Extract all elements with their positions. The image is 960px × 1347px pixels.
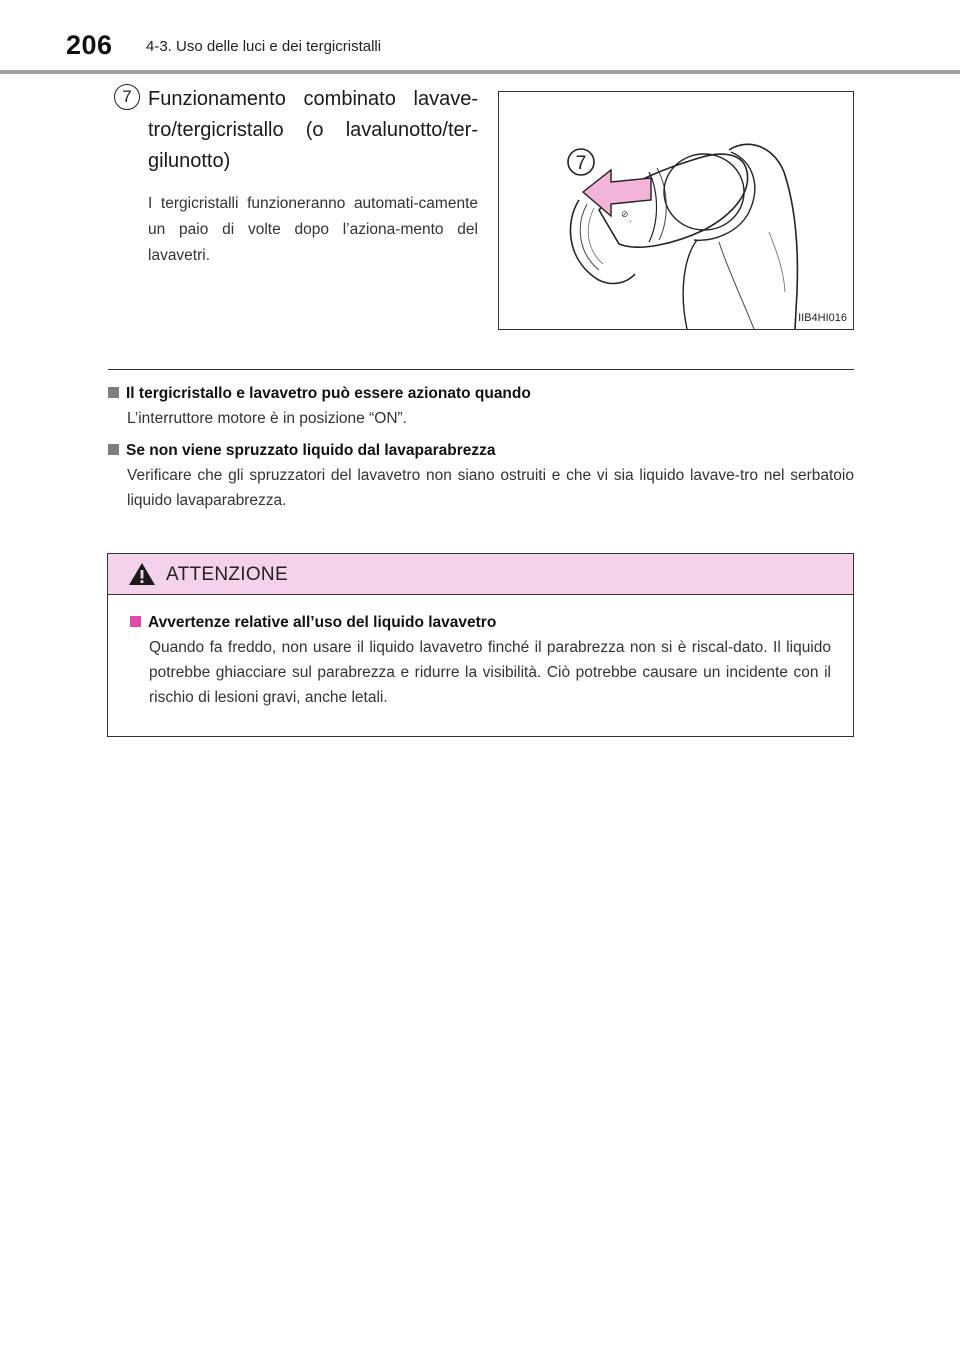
figure-code: IIB4HI016 [798, 312, 847, 324]
section-divider [108, 369, 854, 370]
step-7 [108, 84, 478, 269]
header-rule [0, 70, 960, 74]
warning-triangle-icon [128, 562, 156, 586]
wiper-lever-illustration [498, 91, 854, 330]
notes-section [108, 382, 854, 521]
note-item [108, 439, 854, 513]
step-number-badge: 7 [114, 84, 140, 110]
warning-heading-text: Avvertenze relative all’uso del liquido lavavetro [148, 614, 497, 631]
callout-number: 7 [575, 153, 587, 174]
note-heading-text: Se non viene spruzzato liquido dal lavaparabrezza [126, 442, 496, 459]
step-heading: Funzionamento combinato lavave-tro/tergicristallo (o lavalunotto/ter-gilunotto) [148, 88, 478, 172]
note-heading [108, 382, 854, 406]
warning-title: ATTENZIONE [166, 564, 288, 585]
note-heading-text: Il tergicristallo e lavavetro può essere azionato quando [126, 385, 531, 402]
note-heading [108, 439, 854, 463]
svg-text:◦: ◦ [629, 217, 632, 226]
svg-text:⊘: ⊘ [621, 209, 629, 219]
lever-drawing [499, 92, 853, 329]
warning-heading [130, 611, 831, 635]
page-header [0, 0, 960, 80]
warning-header [108, 554, 853, 595]
note-body: Verificare che gli spruzzatori del lavavetro non siano ostruiti e che vi sia liquido lavave-tro nel serbatoio liquido lavaparabrezza. [127, 467, 854, 509]
square-bullet-icon [108, 444, 119, 455]
page-number: 206 [66, 30, 113, 60]
warning-body [108, 595, 853, 710]
square-bullet-icon [108, 387, 119, 398]
square-bullet-icon [130, 616, 141, 627]
note-item [108, 382, 854, 431]
warning-box [107, 553, 854, 737]
note-body: L’interruttore motore è in posizione “ON”. [127, 410, 407, 427]
section-title: 4-3. Uso delle luci e dei tergicristalli [146, 38, 382, 55]
step-description: I tergicristalli funzioneranno automati-camente un paio di volte dopo l’aziona-mento del lavavetri. [148, 195, 478, 264]
warning-text: Quando fa freddo, non usare il liquido lavavetro finché il parabrezza non si è riscal-dato. Il liquido potrebbe ghiacciare sul parabrezza e ridurre la visibilità. Ciò potrebbe causare un incidente con il rischio di lesioni gravi, anche letali. [149, 639, 831, 706]
